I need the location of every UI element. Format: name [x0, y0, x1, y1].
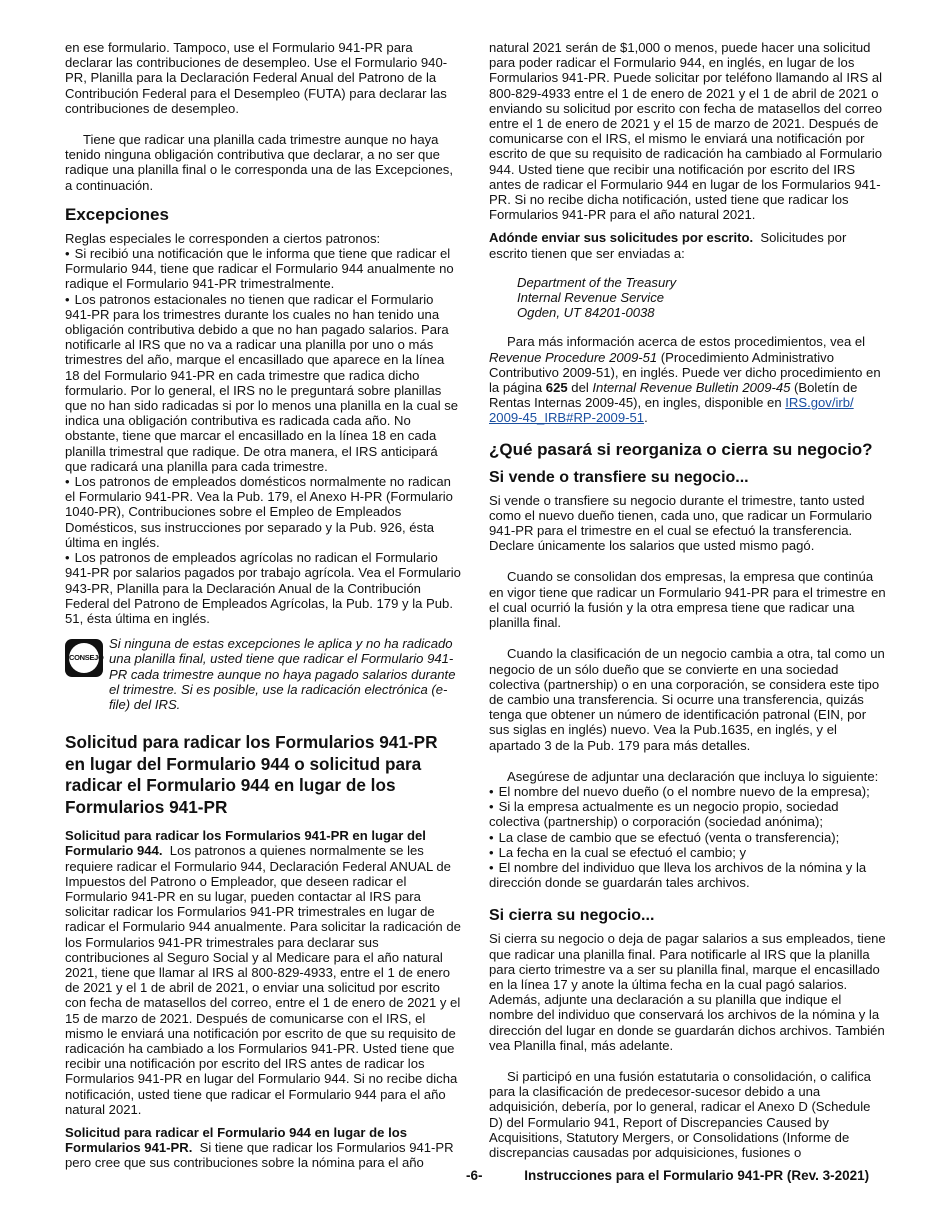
list-item: • Los patronos de empleados domésticos normalmente no radican el Formulario 941-PR. Vea la Pub. 179, el Anexo H-PR (Formulario 1040-PR), Contribuciones sobre el Empleo de Empleados Domésticos, sus instrucciones por separado y la Pub. 926, ésta última en inglés. — [65, 474, 462, 550]
link-part[interactable]: 2009-45_IRB#RP-2009-51 — [489, 410, 645, 426]
list-item: • Los patronos de empleados agrícolas no radican el Formulario 941-PR por salarios pagados por trabajo agrícola. Vea el Formulario 943-PR, Planilla para la Declaración Anual de la Contribución Federal del Patrono de Empleados Agrícolas, la Pub. 179 y la Pub. 51, ésta última en inglés. — [65, 550, 462, 626]
address-line: Internal Revenue Service — [517, 290, 665, 306]
close-business-heading: Si cierra su negocio... — [489, 907, 655, 925]
sell-transfer-heading: Si vende o transfiere su negocio... — [489, 468, 749, 486]
request-941pr-paragraph — [65, 828, 462, 1117]
text-run: (Procedimiento Administrativo Contributivo 2009-51), en inglés. Puede ver dicho procedimiento en la página — [489, 349, 881, 396]
consejo-icon — [65, 639, 103, 677]
where-to-send-title: Adónde enviar sus solicitudes por escrito. — [489, 230, 754, 246]
where-to-send-paragraph — [489, 230, 886, 260]
page-number: -6- — [466, 1168, 483, 1183]
text-run: 625 — [545, 380, 568, 396]
exceptions-heading: Excepciones — [65, 204, 169, 224]
text-run: (Boletín de Rentas Internas 2009-45), en ingles, disponible en — [489, 380, 858, 411]
consejo-label: CONSEJO — [69, 643, 99, 673]
mailing-address — [517, 275, 886, 321]
reorganize-heading: ¿Qué pasará si reorganiza o cierra su negocio? — [489, 439, 873, 459]
right-column — [489, 40, 886, 1160]
where-to-send-text: Solicitudes por escrito tienen que ser enviadas a: — [489, 230, 847, 261]
footer-title: Instrucciones para el Formulario 941-PR (Rev. 3-2021) — [524, 1168, 870, 1183]
text-run: Revenue Procedure 2009-51 — [489, 349, 658, 365]
text-run: del — [567, 380, 593, 396]
request-941pr-title: Solicitud para radicar los Formularios 941-PR en lugar del Formulario 944. — [65, 828, 426, 859]
tip-box — [65, 636, 462, 712]
link-part[interactable]: IRS.gov/irb/ — [785, 395, 854, 411]
left-column — [65, 40, 462, 1171]
text-run: Internal Revenue Bulletin 2009-45 — [592, 380, 791, 396]
address-line: Ogden, UT 84201-0038 — [517, 305, 655, 321]
statement-intro: Asegúrese de adjuntar una declaración que incluya lo siguiente: — [507, 768, 879, 784]
quarterly-filing-paragraph: Tiene que radicar una planilla cada trimestre aunque no haya tenido ninguna obligación contributiva que declarar, a no ser que radique una planilla final o le corresponda una de las Excepciones, a continuación. — [65, 132, 453, 193]
list-item: • La fecha en la cual se efectuó el cambio; y — [489, 845, 886, 860]
list-item: • La clase de cambio que se efectuó (venta o transferencia); — [489, 830, 886, 845]
sell-paragraph: Si vende o transfiere su negocio durante el trimestre, tanto usted como el nuevo dueño tienen, cada uno, que radicar un Formulario 941-PR para el trimestre en el cual se efectuó la transferencia. Declare únicamente los salarios que usted mismo pagó. — [489, 492, 872, 554]
revenue-procedure-paragraph: Para más información acerca de estos procedimientos, vea el Revenue Procedure 2009-51 (Procedimiento Administrativo Contributivo 2009-51), en inglés. Puede ver dicho procedimiento en la página 625 del Internal Revenue Bulletin 2009-45 (Boletín de Rentas Internas 2009-45), en ingles, disponible en IRS.gov/irb/ 2009-45_IRB#RP-2009-51. — [489, 334, 881, 426]
request-944-continued: natural 2021 serán de $1,000 o menos, puede hacer una solicitud para poder radicar el Formulario 944, en inglés, en lugar de los Formularios 941-PR. Puede solicitar por teléfono llamando al IRS al 800-829-4933 entre el 1 de enero de 2021 y el 1 de abril de 2021 o enviando su solicitud por escrito con fecha de matasellos del correo entre el 1 de enero de 2021 y el 15 de marzo de 2021. Después de comunicarse con el IRS, el mismo le enviará una notificación por escrito de que su requisito de radicación ha cambiado al Formulario 944. Usted tiene que recibir una notificación por escrito del IRS antes de radicar el Formulario 944 en lugar de los Formularios 941-PR. Si no recibe dicha notificación, usted tiene que radicar los Formularios 941-PR para el año natural 2021. — [489, 40, 883, 223]
merger-paragraph: Si participó en una fusión estatutaria o consolidación, o califica para la clasificación de predecesor-sucesor debido a una adquisición, debería, por lo general, radicar el Anexo D (Schedule D) del Formulario 941, Report of Discrepancies Caused by Acquisitions, Statutory Mergers, or Consolidations (Informe de discrepancias causadas por adquisiciones, fusiones o — [489, 1068, 871, 1160]
address-line: Department of the Treasury — [517, 274, 677, 290]
close-paragraph: Si cierra su negocio o deja de pagar salarios a sus empleados, tiene que radicar una planilla final. Para notificarle al IRS que la planilla para cierto trimestre va a ser su planilla final, marque el encasillado en la línea 17 y anote la última fecha en la cual pagó salarios. Además, adjunte una declaración a su planilla que indique el nombre del individuo que conservará los archivos de la nómina y la dirección del lugar en donde se guardarán dichos archivos. También vea Planilla final, más adelante. — [489, 931, 886, 1053]
list-item: • Si la empresa actualmente es un negocio propio, sociedad colectiva (partnership) o corporación (sociedad anónima); — [489, 799, 886, 829]
intro-paragraph: en ese formulario. Tampoco, use el Formulario 941-PR para declarar las contribuciones de desempleo. Use el Formulario 940-PR, Planilla para la Declaración Federal Anual del Patrono de la Contribución Federal para el Desempleo (FUTA) para declarar las contribuciones de desempleo. — [65, 40, 448, 116]
tip-text: Si ninguna de estas excepciones le aplica y no ha radicado una planilla final, usted tiene que radicar el Formulario 941-PR cada trimestre aunque no haya pagado salarios durante el trimestre. Si es posible, use la radicación electrónica (e-file) del IRS. — [109, 636, 456, 712]
page-footer — [466, 1168, 869, 1183]
request-944-text: Si tiene que radicar los Formularios 941-PR pero cree que sus contribuciones sobre la nómina para el año — [65, 1140, 454, 1171]
request-heading: Solicitud para radicar los Formularios 941-PR en lugar del Formulario 944 o solicitud para radicar el Formulario 944 en lugar de los Formularios 941-PR — [65, 732, 438, 817]
classification-paragraph: Cuando la clasificación de un negocio cambia a otra, tal como un negocio de un sólo dueño que se convierte en una sociedad colectiva (partnership) o en una corporación, se considera este tipo de cambio una transferencia. Si ocurre una transferencia, quizás tenga que obtener un número de identificación patronal (EIN, por sus siglas en inglés) nuevo. Vea la Pub.1635, en inglés, y el apartado 3 de la Pub. 179 para más detalles. — [489, 646, 885, 753]
list-item: • Los patronos estacionales no tienen que radicar el Formulario 941-PR para los trimestres durante los cuales no han tenido una obligación contributiva debido a que no han pagado salarios. Para notificarle al IRS que no va a radicar una planilla por uno o más trimestres del año, marque el encasillado que aparece en la línea 18 del Formulario 941-PR en cada trimestre que radica dicho formulario. Por lo general, el IRS no le preguntará sobre planillas que no han sido radicadas si por lo menos una planilla en la cual se indica una obligación contributiva es radicada cada año. No obstante, tiene que marcar el encasillado en la línea 18 en cada planilla trimestral que radique. De otra manera, el IRS anticipará que radicará una planilla para cada trimestre. — [65, 292, 462, 474]
exceptions-intro: Reglas especiales le corresponden a ciertos patronos: — [65, 230, 381, 246]
list-item: • El nombre del nuevo dueño (o el nombre nuevo de la empresa); — [489, 784, 886, 799]
request-941pr-text: Los patronos a quienes normalmente se les requiere radicar el Formulario 944, Declaración Federal ANUAL de Impuestos del Patrono o Empleador, que deseen radicar el Formulario 941-PR en su lugar, pueden contactar al IRS para solicitar radicar los Formularios 941-PR trimestrales en lugar de radicar el Formulario 944 anualmente. Para solicitar la radicación de los Formularios 941-PR trimestrales para declarar sus contribuciones al Seguro Social y al Medicare para el año natural 2021, tiene que llamar al IRS al 800-829-4933, entre el 1 de enero de 2021 y el 1 de abril de 2021, o enviar una solicitud por escrito con fecha de matasellos del correo, entre el 1 de enero de 2021 y el 15 de marzo de 2021. Después de comunicarse con el IRS, el mismo le enviará una notificación por escrito de que su requisito de radicación ha cambiado a los Formularios 941-PR. Usted tiene que recibir una notificación por escrito del IRS antes de radicar los Formularios 941-PR en lugar del Formulario 944. Si no recibe dicha notificación, usted tiene que radicar el Formulario 944 para el año natural 2021. — [65, 843, 461, 1117]
list-item: • Si recibió una notificación que le informa que tiene que radicar el Formulario 944, tiene que radicar el Formulario 944 anualmente no radique el Formulario 941-PR trimestralmente. — [65, 246, 462, 292]
request-944-title: Solicitud para radicar el Formulario 944 en lugar de los Formularios 941-PR. — [65, 1124, 407, 1156]
list-item: • El nombre del individuo que lleva los archivos de la nómina y la dirección donde se guardarán tales archivos. — [489, 860, 886, 890]
merge-paragraph: Cuando se consolidan dos empresas, la empresa que continúa en vigor tiene que radicar un Formulario 941-PR para el trimestre en el cual ocurrió la fusión y la otra empresa tiene que radicar una planilla final. — [489, 569, 886, 631]
request-944-paragraph — [65, 1125, 462, 1171]
text-run: Para más información acerca de estos procedimientos, vea el — [507, 334, 866, 350]
